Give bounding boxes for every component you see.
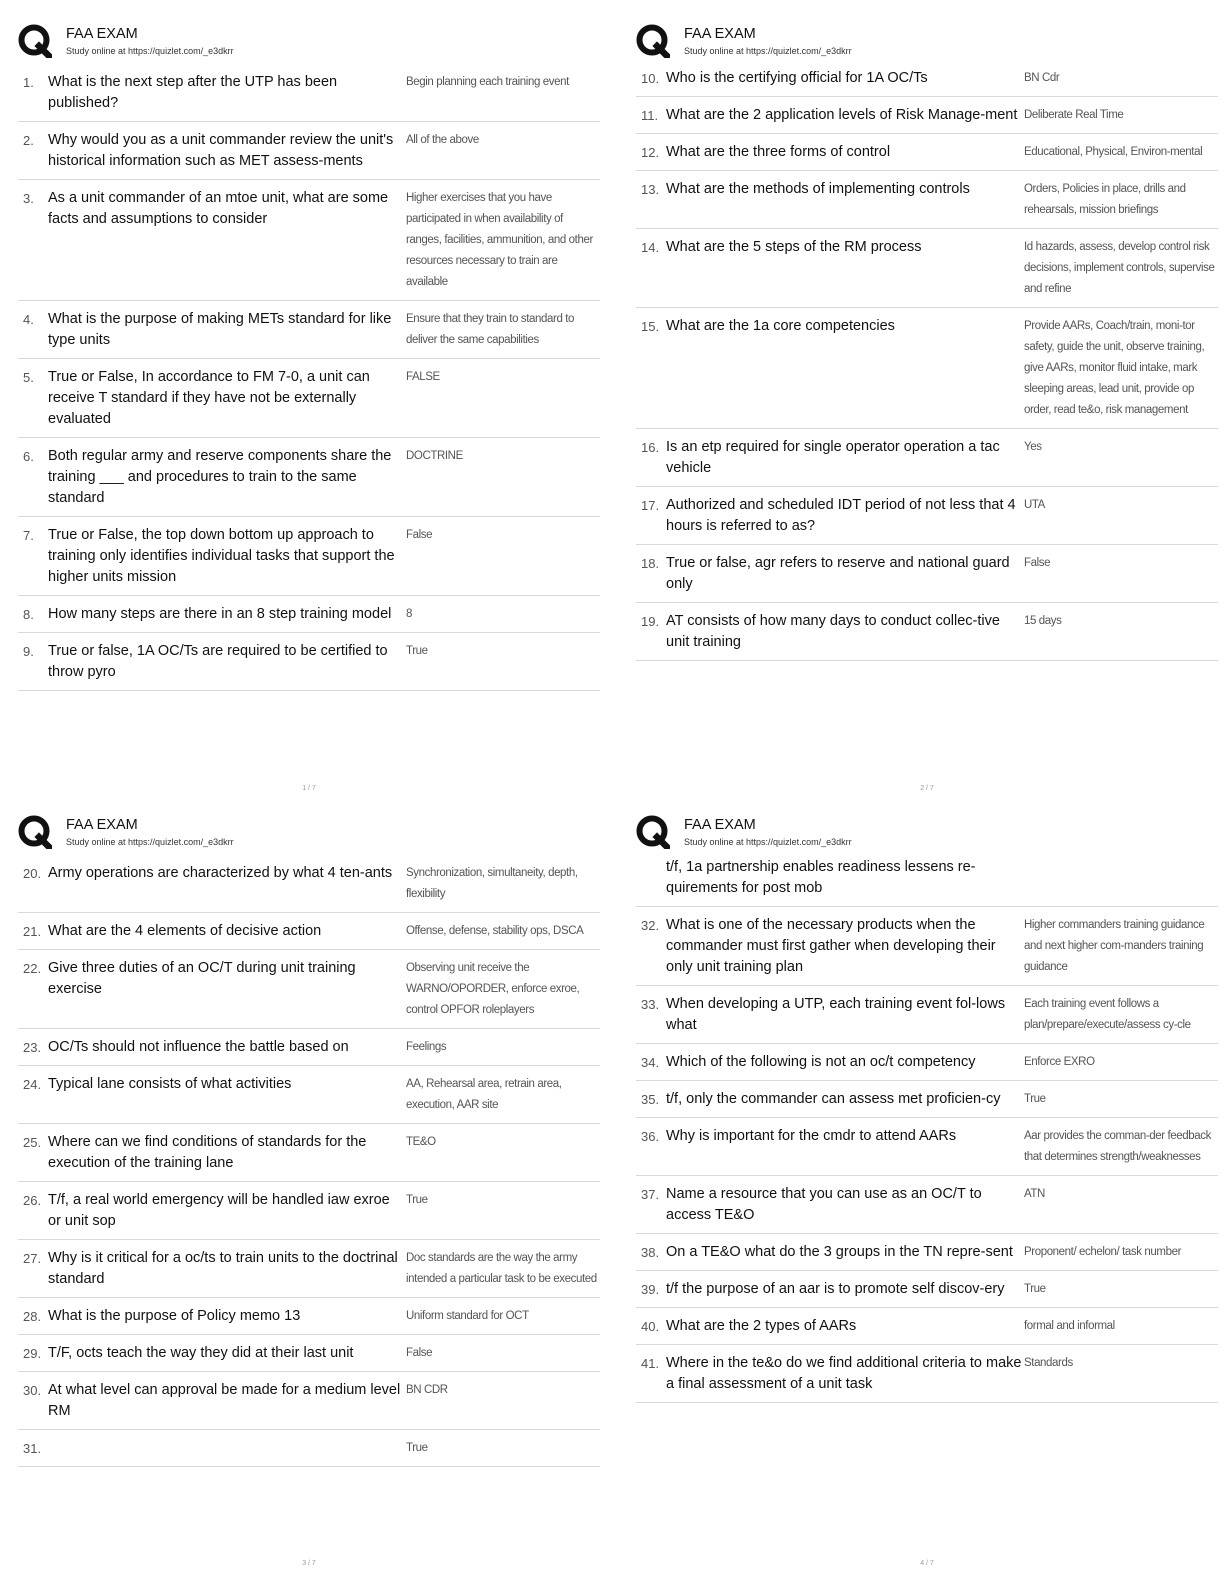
page-number: 3 / 7 (302, 1560, 316, 1567)
card-question: What is the next step after the UTP has been published? (48, 74, 338, 111)
flashcard-page-2 (636, 22, 1218, 798)
flashcard-row (636, 1176, 1218, 1234)
card-number: 15. (641, 319, 660, 334)
exam-title: FAA EXAM (684, 26, 756, 42)
card-number: 30. (23, 1383, 42, 1398)
card-answer: Aar provides the comman-der feedback that determines strength/weaknesses (1024, 1130, 1211, 1163)
flashcard-row (18, 913, 600, 950)
card-question: Where in the te&o do we find additional criteria to make a final assessment of a unit task (666, 1355, 1022, 1392)
card-question: Who is the certifying official for 1A OC/Ts (666, 70, 928, 86)
flashcard-row (18, 1298, 600, 1335)
card-answer: Higher exercises that you have participated in when availability of ranges, facilities, ammunition, and other resources necessary to train are available (406, 192, 593, 288)
card-answer: UTA (1024, 499, 1045, 511)
card-question: t/f the purpose of an aar is to promote self discov-ery (666, 1281, 1005, 1297)
card-number: 39. (641, 1282, 660, 1297)
flashcard-row (18, 359, 600, 438)
card-answer: False (406, 529, 433, 541)
flashcard-row (636, 487, 1218, 545)
quizlet-logo-icon (18, 815, 52, 849)
card-question (48, 1438, 404, 1459)
card-number: 12. (641, 145, 660, 160)
card-answer: All of the above (406, 134, 479, 146)
card-answer: Feelings (406, 1041, 447, 1053)
card-number: 38. (641, 1245, 660, 1260)
card-list (636, 849, 1218, 1403)
flashcard-row (636, 429, 1218, 487)
card-answer: Orders, Policies in place, drills and rehearsals, mission briefings (1024, 183, 1186, 216)
card-answer: False (406, 1347, 433, 1359)
card-answer: Uniform standard for OCT (406, 1310, 529, 1322)
flashcard-row (18, 596, 600, 633)
card-question: OC/Ts should not influence the battle based on (48, 1039, 349, 1055)
card-number: 6. (23, 449, 34, 464)
card-question: True or False, the top down bottom up approach to training only identifies individual tasks that support the higher units mission (48, 527, 395, 585)
flashcard-row (636, 171, 1218, 229)
flashcard-row (18, 64, 600, 122)
card-question: When developing a UTP, each training event fol-lows what (666, 996, 1006, 1033)
card-question: T/F, octs teach the way they did at their last unit (48, 1345, 354, 1361)
flashcard-row (18, 517, 600, 596)
card-question: t/f, only the commander can assess met proficien-cy (666, 1091, 1001, 1107)
card-question: t/f, 1a partnership enables readiness lessens re-quirements for post mob (666, 859, 976, 896)
flashcard-row (18, 633, 600, 691)
card-number: 17. (641, 498, 660, 513)
exam-title: FAA EXAM (66, 26, 138, 42)
flashcard-row (18, 1124, 600, 1182)
card-number: 11. (641, 108, 659, 123)
card-answer: Begin planning each training event (406, 76, 569, 88)
card-answer: True (406, 1194, 428, 1206)
card-question: What are the methods of implementing controls (666, 181, 970, 197)
card-number: 20. (23, 866, 42, 881)
card-question: As a unit commander of an mtoe unit, what are some facts and assumptions to consider (48, 190, 389, 227)
page-number: 1 / 7 (302, 785, 316, 792)
flashcard-page-3 (18, 813, 600, 1573)
card-number: 35. (641, 1092, 660, 1107)
card-answer (1022, 857, 1218, 899)
card-answer: True (1024, 1093, 1046, 1105)
card-number: 18. (641, 556, 660, 571)
flashcard-row (636, 1271, 1218, 1308)
card-number: 36. (641, 1129, 660, 1144)
card-number: 34. (641, 1055, 660, 1070)
card-number: 31. (23, 1441, 42, 1456)
study-link[interactable]: Study online at https://quizlet.com/_e3dkrr (684, 46, 852, 56)
card-number: 28. (23, 1309, 42, 1324)
card-answer: DOCTRINE (406, 450, 463, 462)
card-number: 8. (23, 607, 34, 622)
flashcard-row (636, 134, 1218, 171)
card-number: 21. (23, 924, 42, 939)
page-header (18, 813, 600, 853)
card-answer: TE&O (406, 1136, 436, 1148)
card-question: What are the 2 application levels of Risk Manage-ment (666, 107, 1018, 123)
flashcard-row (636, 229, 1218, 308)
flashcard-row (636, 1081, 1218, 1118)
card-question: On a TE&O what do the 3 groups in the TN repre-sent (666, 1244, 1013, 1260)
card-answer: Observing unit receive the WARNO/OPORDER, enforce exroe, control OPFOR roleplayers (406, 962, 580, 1016)
study-link[interactable]: Study online at https://quizlet.com/_e3dkrr (66, 837, 234, 847)
card-number: 25. (23, 1135, 42, 1150)
card-answer: 15 days (1024, 615, 1062, 627)
card-question: Why would you as a unit commander review the unit's historical information such as MET assess-ments (48, 132, 394, 169)
card-answer: Educational, Physical, Environ-mental (1024, 146, 1203, 158)
card-question: What are the 4 elements of decisive action (48, 923, 322, 939)
card-question: Which of the following is not an oc/t competency (666, 1054, 976, 1070)
card-answer: Synchronization, simultaneity, depth, flexibility (406, 867, 578, 900)
card-number: 41. (641, 1356, 660, 1371)
flashcard-row (18, 1029, 600, 1066)
page-number: 4 / 7 (920, 1560, 934, 1567)
card-question: Is an etp required for single operator operation a tac vehicle (666, 439, 1000, 476)
card-number: 1. (23, 75, 34, 90)
flashcard-row (636, 907, 1218, 986)
card-number (636, 857, 666, 899)
card-answer: Proponent/ echelon/ task number (1024, 1246, 1182, 1258)
card-question: What are the 2 types of AARs (666, 1318, 857, 1334)
card-number: 2. (23, 133, 34, 148)
card-answer: AA, Rehearsal area, retrain area, execution, AAR site (406, 1078, 562, 1111)
card-number: 33. (641, 997, 660, 1012)
flashcard-row (18, 950, 600, 1029)
card-question: What is the purpose of making METs standard for like type units (48, 311, 392, 348)
card-answer: Provide AARs, Coach/train, moni-tor safety, guide the unit, observe training, give AARs, monitor fluid intake, mark sleeping areas, lead unit, provide op order, read te&o, risk management (1024, 320, 1205, 416)
flashcard-row (18, 122, 600, 180)
card-number: 23. (23, 1040, 42, 1055)
flashcard-row (636, 1234, 1218, 1271)
card-number: 24. (23, 1077, 42, 1092)
card-answer: Higher commanders training guidance and next higher com-manders training guidance (1024, 919, 1205, 973)
card-number: 7. (23, 528, 34, 543)
flashcard-row (636, 545, 1218, 603)
card-answer: Enforce EXRO (1024, 1056, 1095, 1068)
flashcard-row (18, 1182, 600, 1240)
card-number: 19. (641, 614, 660, 629)
page-number: 2 / 7 (920, 785, 934, 792)
flashcard-row (18, 1372, 600, 1430)
flashcard-row (636, 1044, 1218, 1081)
flashcard-row (636, 603, 1218, 661)
card-question: Name a resource that you can use as an OC/T to access TE&O (666, 1186, 982, 1223)
card-answer: Yes (1024, 441, 1042, 453)
card-number: 27. (23, 1251, 42, 1266)
flashcard-row (636, 1345, 1218, 1403)
study-link[interactable]: Study online at https://quizlet.com/_e3dkrr (66, 46, 234, 56)
flashcard-row (18, 855, 600, 913)
quizlet-logo-icon (636, 815, 670, 849)
card-number: 4. (23, 312, 34, 327)
card-question: What are the 5 steps of the RM process (666, 239, 922, 255)
quizlet-logo-icon (636, 24, 670, 58)
card-list (636, 60, 1218, 661)
flashcard-row (18, 1335, 600, 1372)
page-header (636, 813, 1218, 853)
flashcard-row (636, 1308, 1218, 1345)
card-answer: Deliberate Real Time (1024, 109, 1124, 121)
card-question: Give three duties of an OC/T during unit training exercise (48, 960, 356, 997)
card-question: Why is important for the cmdr to attend AARs (666, 1128, 957, 1144)
card-number: 29. (23, 1346, 42, 1361)
flashcard-page-1 (18, 22, 600, 798)
quizlet-logo-icon (18, 24, 52, 58)
flashcard-row (18, 1066, 600, 1124)
card-number: 5. (23, 370, 34, 385)
card-list (18, 855, 600, 1467)
card-question: True or false, agr refers to reserve and national guard only (666, 555, 1010, 592)
card-question: AT consists of how many days to conduct collec-tive unit training (666, 613, 1000, 650)
card-number: 14. (641, 240, 660, 255)
card-answer: False (1024, 557, 1051, 569)
flashcard-row (636, 97, 1218, 134)
card-question: What is the purpose of Policy memo 13 (48, 1308, 301, 1324)
flashcard-row (18, 301, 600, 359)
card-question: Authorized and scheduled IDT period of not less that 4 hours is referred to as? (666, 497, 1016, 534)
exam-title: FAA EXAM (684, 817, 756, 833)
flashcard-row (636, 1118, 1218, 1176)
card-answer: Each training event follows a plan/prepare/execute/assess cy-cle (1024, 998, 1191, 1031)
card-question: Why is it critical for a oc/ts to train units to the doctrinal standard (48, 1250, 398, 1287)
card-number: 3. (23, 191, 34, 206)
card-answer: Id hazards, assess, develop control risk decisions, implement controls, supervise and refine (1024, 241, 1215, 295)
card-question: True or false, 1A OC/Ts are required to be certified to throw pyro (48, 643, 388, 680)
card-answer: True (406, 645, 428, 657)
card-number: 13. (641, 182, 660, 197)
flashcard-page-4 (636, 813, 1218, 1573)
card-question: What is one of the necessary products when the commander must first gather when developing their only unit training plan (666, 917, 996, 975)
card-number: 10. (641, 71, 660, 86)
card-answer: BN Cdr (1024, 72, 1060, 84)
card-question: What are the 1a core competencies (666, 318, 895, 334)
card-number: 40. (641, 1319, 660, 1334)
card-question: What are the three forms of control (666, 144, 891, 160)
card-question: Army operations are characterized by what 4 ten-ants (48, 865, 393, 881)
card-number: 26. (23, 1193, 42, 1208)
card-number: 16. (641, 440, 660, 455)
card-answer: Doc standards are the way the army intended a particular task to be executed (406, 1252, 597, 1285)
card-answer: Standards (1024, 1357, 1073, 1369)
card-list (18, 64, 600, 691)
card-answer: ATN (1024, 1188, 1045, 1200)
card-question: T/f, a real world emergency will be handled iaw exroe or unit sop (48, 1192, 390, 1229)
card-question: True or False, In accordance to FM 7-0, a unit can receive T standard if they have not be externally evaluated (48, 369, 370, 427)
card-answer: Offense, defense, stability ops, DSCA (406, 925, 584, 937)
card-number: 32. (641, 918, 660, 933)
flashcard-row (636, 60, 1218, 97)
card-question: Where can we find conditions of standards for the execution of the training lane (48, 1134, 367, 1171)
card-number: 9. (23, 644, 34, 659)
card-question: Both regular army and reserve components share the training ___ and procedures to train to the same standard (48, 448, 392, 506)
exam-title: FAA EXAM (66, 817, 138, 833)
card-number: 37. (641, 1187, 660, 1202)
card-answer: True (406, 1442, 428, 1454)
card-question: At what level can approval be made for a medium level RM (48, 1382, 401, 1419)
card-answer: formal and informal (1024, 1320, 1115, 1332)
flashcard-row (18, 1430, 600, 1467)
flashcard-row (18, 180, 600, 301)
page-header (18, 22, 600, 62)
flashcard-row (636, 986, 1218, 1044)
card-question: How many steps are there in an 8 step training model (48, 606, 392, 622)
card-answer: BN CDR (406, 1384, 448, 1396)
card-answer: FALSE (406, 371, 440, 383)
page-header (636, 22, 1218, 62)
flashcard-row (18, 1240, 600, 1298)
card-question: Typical lane consists of what activities (48, 1076, 292, 1092)
card-number: 22. (23, 961, 42, 976)
flashcard-row (18, 438, 600, 517)
card-answer: 8 (406, 608, 412, 620)
flashcard-row (636, 308, 1218, 429)
card-answer: True (1024, 1283, 1046, 1295)
study-link[interactable]: Study online at https://quizlet.com/_e3dkrr (684, 837, 852, 847)
flashcard-row (636, 849, 1218, 907)
card-answer: Ensure that they train to standard to deliver the same capabilities (406, 313, 575, 346)
